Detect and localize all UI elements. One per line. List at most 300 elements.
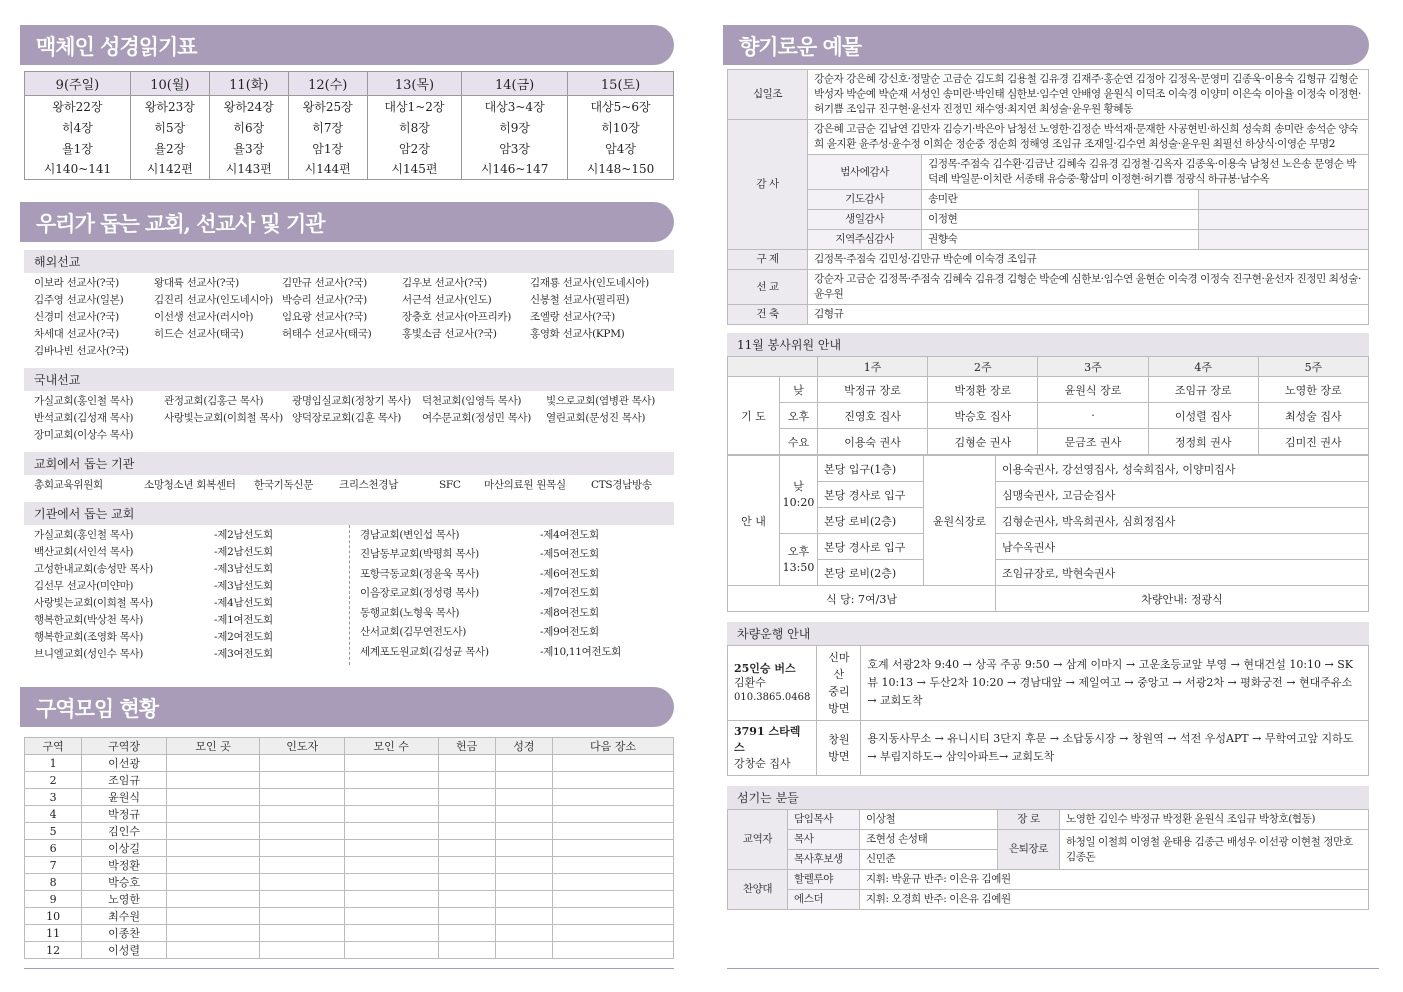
zone-empty-cell (553, 806, 674, 823)
zone-empty-cell (260, 925, 345, 942)
zone-empty-cell (344, 891, 438, 908)
reading-cell: 시142편 (130, 159, 209, 180)
zone-number: 9 (25, 891, 82, 908)
overseas-item: 홍영화 선교사(KPM) (530, 328, 625, 340)
left-column (24, 0, 674, 959)
prayer-name: 이용숙 권사 (818, 429, 928, 455)
zones-banner (24, 687, 674, 727)
domestic-item: 장미교회(이상수 목사) (34, 429, 134, 441)
domestic-item: 양덕장로교회(김훈 목사) (292, 412, 402, 424)
agency-item: 크리스천경남 (339, 479, 399, 491)
building-names: 김형규 (808, 305, 1369, 325)
zone-empty-cell (344, 755, 438, 772)
zone-number: 8 (25, 874, 82, 891)
inst-list (24, 525, 674, 665)
zone-empty-cell (553, 925, 674, 942)
domestic-item: 광명임실교회(정창기 목사) (292, 395, 411, 407)
area-line: 신마산 (828, 651, 850, 681)
agency-header: 교회에서 돕는 기관 (24, 452, 674, 475)
zone-empty-cell (344, 925, 438, 942)
inst-group: -제9여전도회 (540, 626, 599, 639)
guide-place: 본당 로비(2층) (818, 508, 924, 534)
overseas-item: 김바나빈 선교사(?국) (34, 345, 129, 357)
inst-group: -제7여전도회 (540, 587, 599, 600)
reading-day-header: 11(화) (209, 72, 288, 96)
zone-leader: 이상길 (82, 840, 167, 857)
minister-name: 신민준 (860, 850, 998, 870)
zone-empty-cell (344, 857, 438, 874)
zone-empty-cell (166, 806, 260, 823)
bus-area (817, 646, 861, 721)
domestic-item: 여수문교회(정성민 목사) (422, 412, 532, 424)
inst-group: -제6여전도회 (540, 567, 599, 580)
zone-empty-cell (495, 908, 552, 925)
reading-cell: 히5장 (130, 117, 209, 138)
bus-phone: 010.3865.0468 (734, 691, 811, 703)
overseas-item: 서근석 선교사(인도) (402, 294, 492, 306)
zone-empty-cell (260, 772, 345, 789)
support-banner (24, 202, 674, 242)
overseas-item: 장충호 선교사(아프리카) (402, 311, 512, 323)
overseas-item: 차세대 선교사(?국) (34, 328, 119, 340)
zones-header: 인도자 (260, 738, 345, 755)
inst-church: 이음장로교회(정성령 목사) (360, 587, 479, 600)
zone-leader: 김인수 (82, 823, 167, 840)
overseas-item: 홍빛소금 선교사(?국) (402, 328, 497, 340)
zone-empty-cell (438, 772, 495, 789)
zone-empty-cell (553, 789, 674, 806)
zone-empty-cell (495, 857, 552, 874)
inst-header: 기관에서 돕는 교회 (24, 502, 674, 525)
table-row (25, 840, 674, 857)
zone-number: 5 (25, 823, 82, 840)
guide-place: 본당 경사로 입구 (818, 534, 924, 560)
overseas-item: 김만규 선교사(?국) (282, 277, 367, 289)
zone-empty-cell (495, 891, 552, 908)
reading-plan-banner (24, 25, 674, 65)
zone-empty-cell (166, 891, 260, 908)
prayer-name: · (1038, 403, 1148, 429)
zone-empty-cell (495, 806, 552, 823)
table-row (25, 823, 674, 840)
support-title: 우리가 돕는 교회, 선교사 및 기관 (36, 211, 325, 236)
reading-day-header: 13(목) (367, 72, 462, 96)
overseas-item: 조엘랑 선교사(?국) (530, 311, 615, 323)
inst-group: -제2여전도회 (214, 631, 273, 643)
prayer-name: 진영호 집사 (818, 403, 928, 429)
inst-group: -제10,11여전도회 (540, 645, 622, 658)
zone-number: 4 (25, 806, 82, 823)
reading-cell: 욜2장 (130, 138, 209, 159)
zone-empty-cell (260, 874, 345, 891)
minister-name: 이상철 (860, 810, 998, 830)
right-column (727, 0, 1369, 910)
zone-empty-cell (438, 908, 495, 925)
choir-name: 할렐루야 (788, 870, 860, 890)
zone-empty-cell (344, 874, 438, 891)
zone-empty-cell (495, 840, 552, 857)
table-row (25, 755, 674, 772)
zone-empty-cell (438, 823, 495, 840)
inst-church: 고성한내교회(송성만 목사) (34, 563, 153, 575)
zone-empty-cell (166, 925, 260, 942)
overseas-item: 김진리 선교사(인도네시아) (154, 294, 273, 306)
thanks-sub-names: 이정현 (922, 210, 1199, 230)
prayer-name: 박승호 집사 (928, 403, 1038, 429)
area-line: 창원 (828, 733, 850, 746)
overseas-item: 김주영 선교사(일본) (34, 294, 124, 306)
zone-empty-cell (553, 823, 674, 840)
zone-empty-cell (438, 874, 495, 891)
zone-empty-cell (553, 942, 674, 959)
zones-title: 구역모임 현황 (36, 696, 159, 721)
zone-empty-cell (553, 772, 674, 789)
zone-empty-cell (166, 942, 260, 959)
zone-empty-cell (344, 942, 438, 959)
week-header: 3주 (1038, 357, 1148, 377)
inst-col-1 (34, 525, 350, 665)
zone-empty-cell (553, 840, 674, 857)
choir-name: 에스더 (788, 890, 860, 910)
retired-names: 하청일 이철희 이영철 윤태용 김종근 배성우 이선광 이현철 정만호 김종돈 (1060, 830, 1369, 870)
zone-leader: 이성렬 (82, 942, 167, 959)
zone-empty-cell (553, 908, 674, 925)
area-line: 방면 (828, 702, 850, 715)
vehicle-header: 차량운행 안내 (727, 622, 1369, 645)
van-info (728, 721, 817, 776)
zone-number: 1 (25, 755, 82, 772)
table-row (25, 942, 674, 959)
inst-col-2 (350, 525, 660, 665)
reading-cell: 대상3~4장 (462, 96, 568, 117)
zone-empty-cell (166, 789, 260, 806)
zone-empty-cell (495, 942, 552, 959)
zones-header: 다음 장소 (553, 738, 674, 755)
zone-empty-cell (495, 925, 552, 942)
reading-day-header: 9(주일) (25, 72, 131, 96)
zone-leader: 노영한 (82, 891, 167, 908)
zone-empty-cell (166, 772, 260, 789)
prayer-name: 노영한 장로 (1258, 377, 1368, 403)
inst-group: -제3남선도회 (214, 580, 273, 592)
zone-number: 2 (25, 772, 82, 789)
reading-cell: 왕하23장 (130, 96, 209, 117)
mission-names: 강순자 고금순 김정목·주점숙 김혜숙 김유경 김형순 박순예 심한보·임수연 윤현순 이숙경 이정숙 진구현·윤선자 진정민 최성술·윤우원 (808, 270, 1369, 305)
van-area (817, 721, 861, 776)
inst-church: 세계포도원교회(김성균 목사) (360, 645, 489, 658)
reading-plan-title: 맥체인 성경읽기표 (36, 34, 197, 59)
zone-empty-cell (260, 891, 345, 908)
thanks-sub-names: 송미란 (922, 190, 1199, 210)
reading-cell: 왕하22장 (25, 96, 131, 117)
inst-church: 백산교회(서인석 목사) (34, 546, 134, 558)
inst-church: 가실교회(홍인철 목사) (34, 529, 134, 541)
zone-empty-cell (260, 806, 345, 823)
zone-empty-cell (166, 755, 260, 772)
thanks-label: 감 사 (728, 120, 808, 250)
reading-cell: 히6장 (209, 117, 288, 138)
zone-empty-cell (553, 755, 674, 772)
zone-leader: 박정규 (82, 806, 167, 823)
domestic-item: 빛으로교회(염병관 목사) (546, 395, 656, 407)
retired-label: 은퇴장로 (998, 830, 1060, 870)
prayer-name: 최성술 집사 (1258, 403, 1368, 429)
zone-leader: 윤원식 (82, 789, 167, 806)
service-table (727, 356, 1369, 455)
zone-empty-cell (553, 857, 674, 874)
zone-empty-cell (260, 755, 345, 772)
choir-staff: 지휘: 오경희 반주: 이은유 김예원 (860, 890, 1369, 910)
relief-names: 김정목·주점숙 김민성·김만규 박순예 이숙경 조임규 (808, 250, 1369, 270)
inst-church: 산서교회(김무연전도사) (360, 626, 467, 639)
table-row (25, 874, 674, 891)
zone-empty-cell (495, 789, 552, 806)
zones-header: 구역 (25, 738, 82, 755)
mission-label: 선 교 (728, 270, 808, 305)
table-row (25, 772, 674, 789)
reading-cell: 욜1장 (25, 138, 131, 159)
guide-names: 심맹숙권사, 고금순집사 (996, 482, 1369, 508)
thanks-sub-label: 생일감사 (808, 210, 922, 230)
choir-staff: 지휘: 박윤규 반주: 이은유 김예원 (860, 870, 1369, 890)
tithe-names: 강순자 강은혜 강신호·정말순 고금순 김도희 김용철 김유경 김재주·홍순연 김정아 김정옥·문영미 김종욱·이용숙 김형규 김형순 박성자 박순예 박순재 서성인 송미란·박인태 심한보·임수연 안배영 윤원식 이덕조 이숙경 이양미 이은숙 이아율 이정숙 이정현·허기쁨 조임규 진구현·윤선자 진정민 채수영·최지연 최성술·윤우원 황혜동 (808, 70, 1369, 120)
reading-cell: 시148~150 (568, 159, 674, 180)
inst-church: 김선무 선교사(미얀마) (34, 580, 134, 592)
right-footer-rule (727, 968, 1379, 969)
bus-driver: 김환수 (734, 675, 766, 689)
inst-group: -제4남선도회 (214, 597, 273, 609)
day-time: 10:20 (782, 495, 815, 509)
zone-empty-cell (344, 840, 438, 857)
reading-cell: 대상5~6장 (568, 96, 674, 117)
overseas-item: 허태수 선교사(태국) (282, 328, 372, 340)
domestic-item: 가실교회(홍인철 목사) (34, 395, 134, 407)
overseas-item: 신경미 선교사(?국) (34, 311, 119, 323)
week-header: 4주 (1148, 357, 1258, 377)
zone-number: 12 (25, 942, 82, 959)
elders-names: 노영한 김인수 박정규 박정환 윤원식 조임규 박창호(협동) (1060, 810, 1369, 830)
offering-table (727, 69, 1369, 325)
reading-cell: 욜3장 (209, 138, 288, 159)
inst-church: 사랑빛는교회(이희철 목사) (34, 597, 153, 609)
table-row (25, 925, 674, 942)
guide-label: 안 내 (728, 456, 780, 586)
area-line: 방면 (828, 750, 850, 763)
pm-time: 13:50 (782, 560, 815, 574)
inst-group: -제1여전도회 (214, 614, 273, 626)
zones-header: 성경 (495, 738, 552, 755)
thanks-sub-names: 권향숙 (922, 230, 1199, 250)
domestic-item: 관정교회(김홍근 목사) (164, 395, 264, 407)
zone-empty-cell (438, 925, 495, 942)
minister-role: 담임목사 (788, 810, 860, 830)
zone-empty-cell (344, 823, 438, 840)
prayer-name: 박정규 장로 (818, 377, 928, 403)
prayer-slot: 오후 (780, 403, 818, 429)
overseas-item: 박승리 선교사(?국) (282, 294, 367, 306)
zone-empty-cell (344, 789, 438, 806)
left-footer-rule (24, 968, 674, 969)
servants-header: 섬기는 분들 (727, 786, 1369, 809)
agency-item: CTS경남방송 (591, 479, 652, 491)
zones-table (24, 737, 674, 959)
zone-number: 11 (25, 925, 82, 942)
week-header: 5주 (1258, 357, 1368, 377)
agency-list (24, 475, 674, 496)
reading-cell: 암1장 (288, 138, 367, 159)
zone-leader: 박승호 (82, 874, 167, 891)
bus-info (728, 646, 817, 721)
reading-cell: 왕하25장 (288, 96, 367, 117)
pm-label: 오후 (787, 544, 810, 558)
reading-plan-table (24, 71, 674, 180)
bus-route: 호계 서광2차 9:40 → 상곡 주공 9:50 → 삼계 이마지 → 고운초등교앞 부영 → 현대건설 10:10 → SK뷰 10:13 → 두산2차 10:20 → 경남대앞 → 제일여고 → 중앙고 → 서광2차 → 평화궁전 → 현대주유소 → 교회도착 (861, 646, 1369, 721)
tithe-label: 십일조 (728, 70, 808, 120)
ministers-label: 교역자 (728, 810, 788, 870)
guide-place: 본당 입구(1층) (818, 456, 924, 482)
thanks-names: 강은혜 고금순 김남연 김만자 김승기·박은아 남청선 노영한·김정순 박석재·문재한 사공현빈·하신희 성숙희 송미란 송석순 양숙희 윤지환 윤주성·윤수정 이희순 정순중 정순희 정해영 조임규 조재일·김수연 최성술·윤우원 최필선 하상식·이영순 무명2 (808, 120, 1369, 155)
thanks-sub-label: 기도감사 (808, 190, 922, 210)
relief-label: 구 제 (728, 250, 808, 270)
reading-cell: 시146~147 (462, 159, 568, 180)
inst-church: 경남교회(변인섭 목사) (360, 529, 460, 541)
zone-empty-cell (495, 772, 552, 789)
reading-day-header: 14(금) (462, 72, 568, 96)
zone-empty-cell (260, 942, 345, 959)
choir-label: 찬양대 (728, 870, 788, 910)
building-label: 건 축 (728, 305, 808, 325)
guide-head: 윤원식장로 (924, 456, 996, 586)
minister-name: 조현성 손성태 (860, 830, 998, 850)
guide-names: 조임규장로, 박현숙권사 (996, 560, 1369, 586)
zone-number: 7 (25, 857, 82, 874)
reading-cell: 히10장 (568, 117, 674, 138)
reading-cell: 암3장 (462, 138, 568, 159)
zone-empty-cell (438, 789, 495, 806)
zone-empty-cell (166, 874, 260, 891)
prayer-name: 윤원식 장로 (1038, 377, 1148, 403)
week-header: 1주 (818, 357, 928, 377)
zone-empty-cell (438, 942, 495, 959)
inst-group: -제8여전도회 (540, 606, 599, 619)
prayer-name: 정정희 권사 (1148, 429, 1258, 455)
meal-info: 식 당: 7여/3남 (728, 586, 996, 612)
prayer-name: 박정환 장로 (928, 377, 1038, 403)
zone-empty-cell (260, 908, 345, 925)
service-header: 11월 봉사위원 안내 (727, 333, 1369, 356)
overseas-list (24, 273, 674, 362)
reading-cell: 왕하24장 (209, 96, 288, 117)
zone-leader: 이종찬 (82, 925, 167, 942)
inst-church: 행복한교회(박상천 목사) (34, 614, 144, 626)
thanks-sub-label: 범사에감사 (808, 155, 922, 190)
overseas-item: 임요광 선교사(?국) (282, 311, 367, 323)
van-route: 용지동사무소 → 유니시티 3단지 후문 → 소답동시장 → 창원역 → 석전 우성APT → 무학여고앞 지하도 → 부림지하도→ 삼익아파트→ 교회도착 (861, 721, 1369, 776)
zone-empty-cell (166, 857, 260, 874)
zone-empty-cell (260, 823, 345, 840)
guide-place: 본당 로비(2층) (818, 560, 924, 586)
zone-empty-cell (438, 840, 495, 857)
reading-cell: 히7장 (288, 117, 367, 138)
week-header: 2주 (928, 357, 1038, 377)
overseas-item: 왕대륙 선교사(?국) (154, 277, 239, 289)
guide-pm-slot (780, 534, 818, 586)
zone-empty-cell (344, 806, 438, 823)
zone-number: 10 (25, 908, 82, 925)
reading-day-header: 10(월) (130, 72, 209, 96)
area-line: 중리 (828, 685, 850, 698)
zone-empty-cell (438, 857, 495, 874)
table-row (25, 891, 674, 908)
zones-header: 구역장 (82, 738, 167, 755)
zone-empty-cell (495, 874, 552, 891)
zone-empty-cell (495, 823, 552, 840)
zone-empty-cell (260, 857, 345, 874)
guide-names: 김형순권사, 박옥희권사, 심희정집사 (996, 508, 1369, 534)
overseas-item: 신봉철 선교사(필리핀) (530, 294, 630, 306)
guide-names: 이용숙권사, 강선영집사, 성숙희집사, 이양미집사 (996, 456, 1369, 482)
inst-church: 행복한교회(조영화 목사) (34, 631, 144, 643)
inst-group: -제2남선도회 (214, 546, 273, 558)
reading-day-header: 15(토) (568, 72, 674, 96)
inst-group: -제3여전도회 (214, 648, 273, 660)
zones-header: 모인 수 (344, 738, 438, 755)
reading-cell: 암4장 (568, 138, 674, 159)
overseas-item: 김재룡 선교사(인도네시아) (530, 277, 649, 289)
inst-church: 동행교회(노형욱 목사) (360, 606, 460, 619)
zone-empty-cell (166, 840, 260, 857)
prayer-slot: 낮 (780, 377, 818, 403)
reading-cell: 대상1~2장 (367, 96, 462, 117)
zone-leader: 박정환 (82, 857, 167, 874)
domestic-header: 국내선교 (24, 368, 674, 391)
overseas-item: 이보라 선교사(?국) (34, 277, 119, 289)
servants-table (727, 809, 1369, 910)
agency-item: 한국기독신문 (254, 479, 314, 491)
zone-empty-cell (166, 823, 260, 840)
zone-empty-cell (260, 840, 345, 857)
bus-name: 25인승 버스 (734, 661, 796, 675)
minister-role: 목사 (788, 830, 860, 850)
van-name: 3791 스타렉스 (734, 725, 801, 754)
reading-cell: 시144편 (288, 159, 367, 180)
prayer-name: 김미진 권사 (1258, 429, 1368, 455)
table-row (25, 806, 674, 823)
zones-header: 모인 곳 (166, 738, 260, 755)
table-row (25, 789, 674, 806)
reading-day-header: 12(수) (288, 72, 367, 96)
agency-item: SFC (439, 479, 461, 491)
overseas-item: 이선생 선교사(러시아) (154, 311, 254, 323)
zone-empty-cell (438, 806, 495, 823)
overseas-item: 히드슨 선교사(태국) (154, 328, 244, 340)
parking-info: 차량안내: 정광식 (996, 586, 1369, 612)
prayer-name: 김형순 권사 (928, 429, 1038, 455)
domestic-item: 열린교회(문성진 목사) (546, 412, 646, 424)
zone-leader: 이선광 (82, 755, 167, 772)
zone-empty-cell (166, 908, 260, 925)
zone-empty-cell (344, 908, 438, 925)
prayer-name: 이성렬 집사 (1148, 403, 1258, 429)
zone-empty-cell (553, 874, 674, 891)
guide-table (727, 455, 1369, 612)
inst-group: -제2남선도회 (214, 529, 273, 541)
zone-empty-cell (344, 772, 438, 789)
thanks-sub-names: 김정목·주점숙 김수환·김금난 김혜숙 김유경 김정철·김옥자 김종욱·이용숙 남청선 노은송 문영순 박덕례 박일문·이치란 서종태 유승중·황삼미 이정현·허기쁨 정광식 하규봉·남수옥 (922, 155, 1369, 190)
elders-label: 장 로 (998, 810, 1060, 830)
domestic-item: 사랑빛는교회(이희철 목사) (164, 412, 283, 424)
zone-empty-cell (438, 755, 495, 772)
